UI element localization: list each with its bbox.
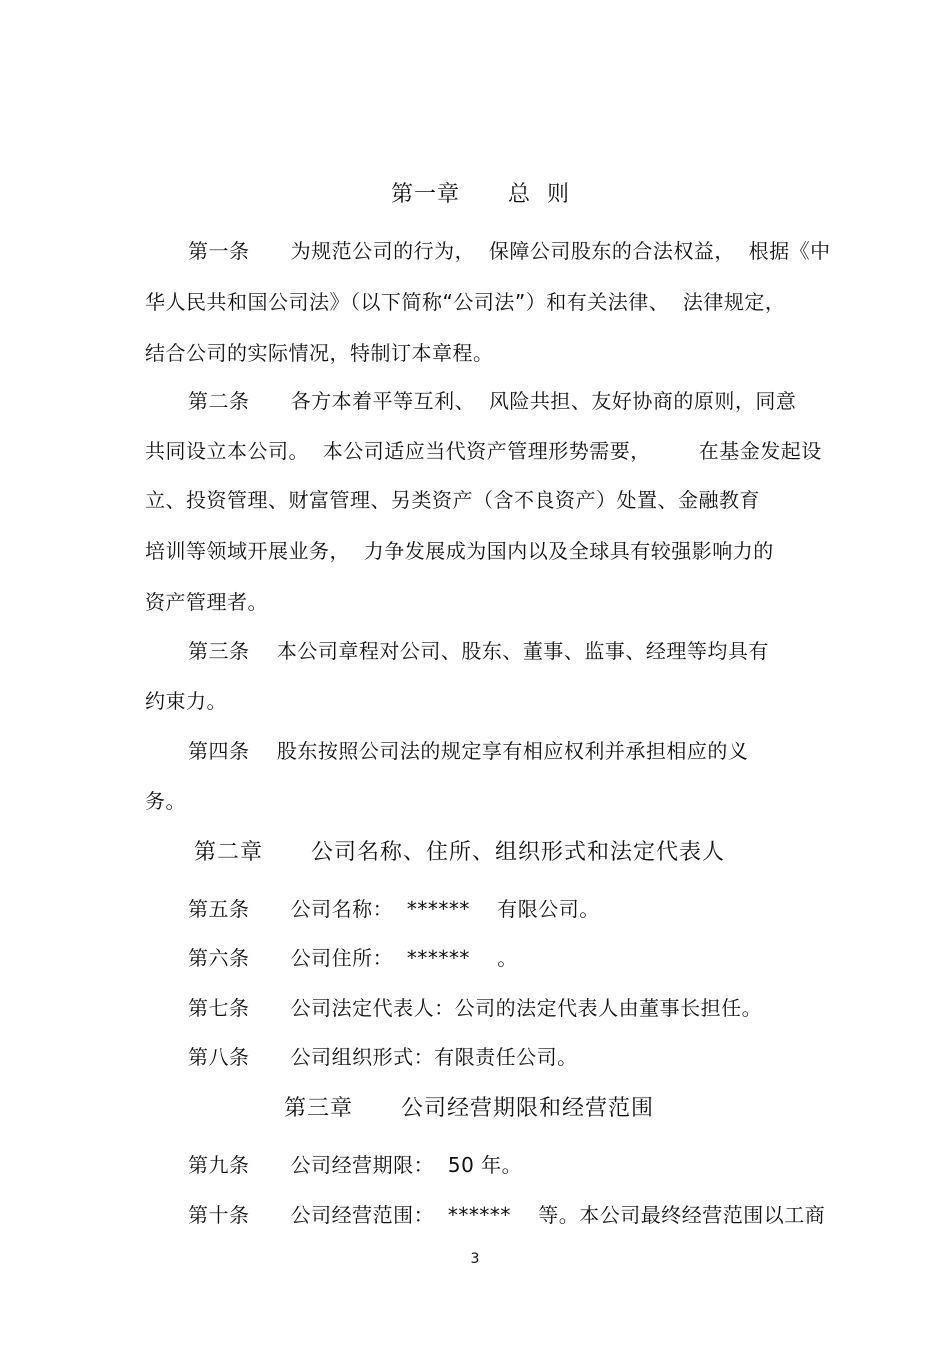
article-3-line-1: 第三条 本公司章程对公司、股东、董事、监事、经理等均具有 <box>188 639 769 663</box>
chapter-3-heading: 第三章 公司经营期限和经营范围 <box>284 1096 654 1121</box>
article-4-line-2: 务。 <box>145 789 186 813</box>
article-2-line-4: 培训等领域开展业务， 力争发展成为国内以及全球具有较强影响力的 <box>145 539 774 563</box>
article-8: 第八条 公司组织形式：有限责任公司。 <box>188 1045 578 1069</box>
article-6: 第六条 公司住所： ****** 。 <box>188 946 518 970</box>
article-5: 第五条 公司名称： ****** 有限公司。 <box>188 897 600 921</box>
article-2-line-1: 第二条 各方本着平等互利、 风险共担、友好协商的原则，同意 <box>188 389 797 413</box>
article-2-line-3: 立、投资管理、财富管理、另类资产（含不良资产）处置、金融教育 <box>145 488 760 512</box>
article-4-line-1: 第四条 股东按照公司法的规定享有相应权利并承担相应的义 <box>188 739 749 763</box>
article-2-line-5: 资产管理者。 <box>145 590 268 614</box>
article-10-line-1: 第十条 公司经营范围： ****** 等。本公司最终经营范围以工商 <box>188 1203 826 1227</box>
article-1-line-1: 第一条 为规范公司的行为， 保障公司股东的合法权益， 根据《中 <box>188 239 831 263</box>
article-7: 第七条 公司法定代表人：公司的法定代表人由董事长担任。 <box>188 996 763 1020</box>
article-9: 第九条 公司经营期限： 50 年。 <box>188 1153 523 1177</box>
article-3-line-2: 约束力。 <box>145 689 227 713</box>
article-2-line-2: 共同设立本公司。 本公司适应当代资产管理形势需要， 在基金发起设 <box>145 439 822 463</box>
page-number: 3 <box>470 1251 480 1267</box>
article-1-line-2: 华人民共和国公司法》（以下简称“公司法”）和有关法律、 法律规定， <box>145 290 786 314</box>
article-1-line-3: 结合公司的实际情况，特制订本章程。 <box>145 341 494 365</box>
chapter-2-heading: 第二章 公司名称、住所、组织形式和法定代表人 <box>194 840 725 865</box>
chapter-1-heading: 第一章 总 则 <box>391 182 570 207</box>
